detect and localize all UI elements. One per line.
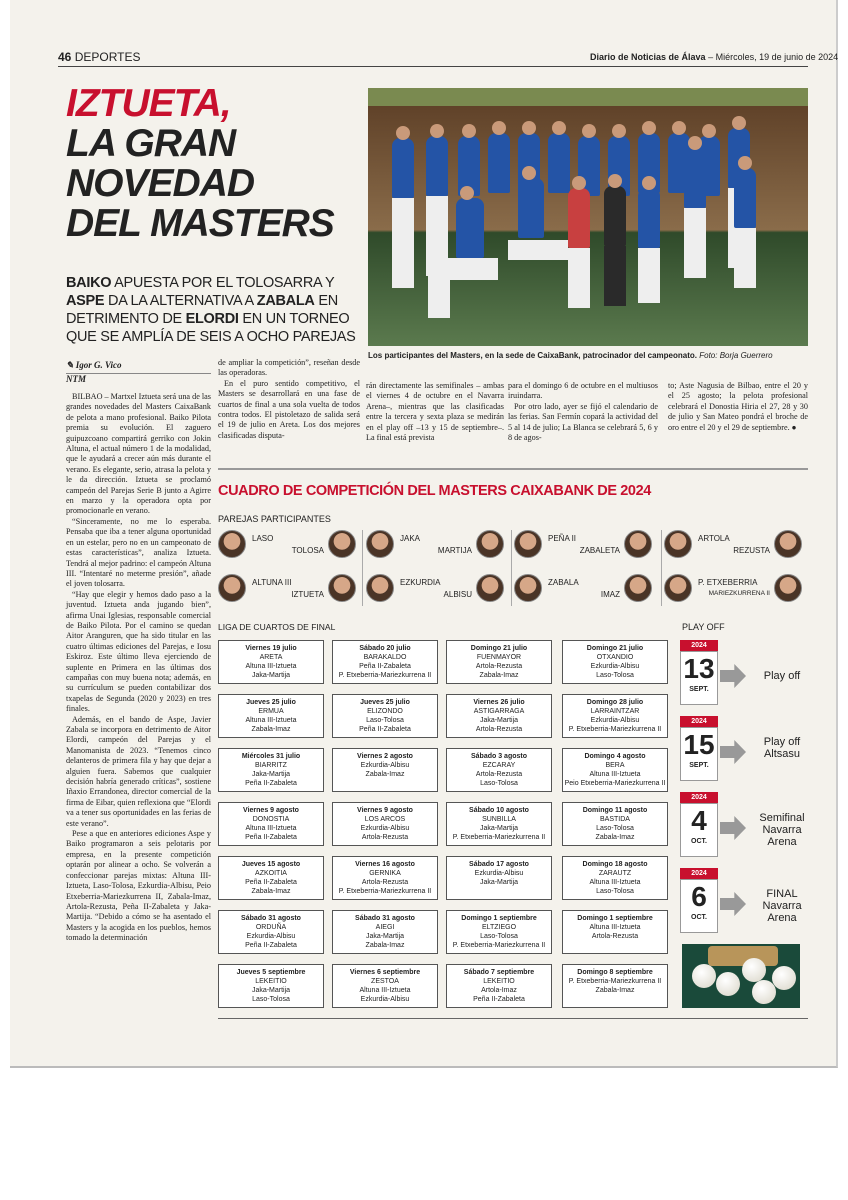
article-column-2 (218, 358, 360, 441)
pair-player-a: JAKA (400, 534, 421, 543)
match-pair: P. Etxeberria-Mariezkurrena II (338, 888, 432, 895)
match-date: Domingo 4 agosto (584, 753, 646, 760)
calendar-icon (680, 651, 718, 705)
match-date: Domingo 11 agosto (582, 807, 648, 814)
match-pair: Zabala-Imaz (251, 726, 291, 733)
player-photo (624, 530, 652, 558)
match-date: Sábado 3 agosto (470, 753, 527, 760)
match-pair: Altuna III-Iztueta (359, 987, 411, 994)
match-card (446, 748, 552, 792)
match-pair: Peio Etxeberria-Mariezkurrena II (564, 780, 666, 787)
pair-player-b: ZABALETA (579, 546, 620, 555)
match-place: ARETA (259, 654, 283, 661)
paragraph: En el puro sentido competitivo, el Masters se desarrollará en una fase de cuartos de final a una sola vuelta de todos contra todos. El pistoletazo de salida será el 19 de julio en Areta. Los dos mejores clasificadas disputa- (218, 378, 360, 440)
pair-player-a: ALTUNA III (252, 578, 292, 587)
match-date: Domingo 1 septiembre (577, 915, 653, 922)
match-pair: P. Etxeberria-Mariezkurrena II (568, 978, 662, 985)
match-pair: Laso-Tolosa (252, 996, 290, 1003)
pair-player-b: REZUSTA (733, 546, 770, 555)
player-photo (366, 574, 394, 602)
match-pair: Peña II-Zabaleta (245, 834, 297, 841)
playoff-label: FINAL Navarra Arena (762, 888, 802, 924)
match-pair: Zabala-Imaz (595, 834, 635, 841)
player-photo (218, 530, 246, 558)
match-pair: Jaka-Martija (479, 717, 519, 724)
match-pair: Zabala-Imaz (479, 672, 519, 679)
match-pair: Ezkurdia-Albisu (246, 933, 296, 940)
bottom-rule (218, 1018, 808, 1019)
match-place: BERA (605, 762, 625, 769)
match-card (562, 856, 668, 900)
match-date: Domingo 18 agosto (582, 861, 648, 868)
match-pair: P. Etxeberria-Mariezkurrena II (338, 672, 432, 679)
pair-player-a: P. ETXEBERRIA (698, 578, 758, 587)
match-place: ZESTOA (371, 978, 399, 985)
paragraph: BILBAO – Martxel Iztueta será una de las grandes novedades del Masters CaixaBank de pelota a mano profesional. Baiko Pilota premia su evolución. El zaguero guipuzcoano compartirá gerriko con Jokin Altuna, el actual número 1 de la modalidad, que le ayudará a crecer aún más durante el verano. Es elegante, serio, atrasa la pelota y le da dirección. Iztueta se proclamó campeón del Parejas Serie B junto a Agirre en marzo y la operadora opta por promocionarle en verano. (66, 392, 211, 516)
player-photo (328, 574, 356, 602)
match-pair: Jaka-Martija (365, 933, 405, 940)
playoff-month: SEPT. (689, 686, 709, 693)
match-pair: Laso-Tolosa (596, 825, 634, 832)
player-photo (476, 530, 504, 558)
player-photo (774, 574, 802, 602)
match-place: LARRAINTZAR (590, 708, 640, 715)
match-pair: Zabala-Imaz (365, 771, 405, 778)
match-card (446, 694, 552, 738)
match-card (562, 748, 668, 792)
arrow-right-icon (720, 664, 746, 688)
pair-player-b: IZTUETA (291, 590, 324, 599)
pairs-title: PAREJAS PARTICIPANTES (218, 514, 331, 524)
match-place: BARAKALDO (363, 654, 407, 661)
match-pair: P. Etxeberria-Mariezkurrena II (452, 942, 546, 949)
article-column-5 (668, 381, 808, 433)
byline-author: ✎ Igor G. Vico (66, 360, 211, 374)
pair-player-a: ARTOLA (698, 534, 730, 543)
match-place: EZCARAY (482, 762, 516, 769)
match-date: Domingo 28 julio (586, 699, 644, 706)
match-pair: Altuna III-Iztueta (589, 771, 641, 778)
match-place: AIEGI (375, 924, 395, 931)
playoff-day: 13 (683, 653, 715, 684)
playoff-date (680, 868, 810, 934)
match-pair: Ezkurdia-Albisu (590, 717, 640, 724)
match-date: Sábado 17 agosto (469, 861, 529, 868)
player-photo (514, 574, 542, 602)
arrow-right-icon (720, 740, 746, 764)
headline-line: LA GRAN (66, 122, 236, 165)
match-pair: Altuna III-Iztueta (589, 879, 641, 886)
match-date: Sábado 10 agosto (469, 807, 529, 814)
section-header: 46 DEPORTES (58, 50, 141, 64)
paragraph: para el domingo 6 de octubre en el multiusos iruindarra. (508, 381, 658, 401)
match-pair: Zabala-Imaz (365, 942, 405, 949)
match-place: ERMUA (258, 708, 284, 715)
paragraph: to; Aste Nagusia de Bilbao, entre el 20 y el 25 agosto; la pelota profesional celebrará el Donostia Hiria el 27, 28 y 30 de julio y San Mateo pondrá el broche de oro entre el 20 y el 29 de septiembre. ● (668, 381, 808, 432)
match-card (218, 640, 324, 684)
match-card (218, 748, 324, 792)
match-pair: Peña II-Zabaleta (359, 663, 411, 670)
match-place: FUENMAYOR (476, 654, 522, 661)
match-card (218, 694, 324, 738)
article-column-4 (508, 381, 658, 443)
match-pair: Jaka-Martija (251, 987, 291, 994)
match-pair: Laso-Tolosa (596, 888, 634, 895)
match-pair: Peña II-Zabaleta (245, 942, 297, 949)
match-pair: Laso-Tolosa (480, 780, 518, 787)
match-date: Viernes 6 septiembre (349, 969, 421, 976)
match-pair: Artola-Imaz (481, 987, 517, 994)
match-card (446, 964, 552, 1008)
playoff-day: 15 (683, 729, 715, 760)
headline-line: DEL MASTERS (66, 202, 334, 245)
pair-divider (362, 530, 363, 606)
playoff-label: Play off (763, 670, 801, 682)
match-pair: Ezkurdia-Albisu (360, 825, 410, 832)
match-card (332, 640, 438, 684)
match-place: BASTIDA (600, 816, 630, 823)
match-place: ZARAUTZ (598, 870, 632, 877)
match-place: ASTIGARRAGA (473, 708, 525, 715)
match-card (332, 694, 438, 738)
match-date: Viernes 9 agosto (357, 807, 413, 814)
pair-player-b: ALBISU (443, 590, 472, 599)
league-title: LIGA DE CUARTOS DE FINAL (218, 622, 336, 632)
section-divider (218, 468, 808, 470)
playoff-month: OCT. (691, 914, 707, 921)
match-place: ORDUÑA (255, 924, 287, 931)
headline (66, 84, 366, 244)
match-pair: Artola-Rezusta (475, 771, 523, 778)
match-pair: Artola-Rezusta (591, 933, 639, 940)
match-pair: Peña II-Zabaleta (245, 780, 297, 787)
match-pair: Jaka-Martija (479, 825, 519, 832)
match-card (446, 910, 552, 954)
pelota-balls-image (682, 944, 800, 1008)
match-card (218, 964, 324, 1008)
arrow-right-icon (720, 816, 746, 840)
competition-title: CUADRO DE COMPETICIÓN DEL MASTERS CAIXABANK DE 2024 (218, 483, 651, 499)
pair-player-a: LASO (252, 534, 274, 543)
match-card (446, 640, 552, 684)
player-photo (774, 530, 802, 558)
match-date: Jueves 25 julio (360, 699, 410, 706)
playoff-year: 2024 (680, 792, 718, 803)
match-place: ELTZIEGO (481, 924, 517, 931)
match-pair: Jaka-Martija (479, 879, 519, 886)
match-pair: Altuna III-Iztueta (245, 825, 297, 832)
pair-player-b: MARIEZKURRENA II (708, 590, 770, 597)
playoff-day: 4 (691, 805, 707, 836)
pair-player-a: PEÑA II (548, 534, 577, 543)
match-pair: Artola-Rezusta (361, 834, 409, 841)
match-pair: Ezkurdia-Albisu (360, 762, 410, 769)
match-date: Jueves 25 julio (246, 699, 296, 706)
match-date: Viernes 19 julio (245, 645, 297, 652)
match-card (332, 910, 438, 954)
photo-caption: Los participantes del Masters, en la sede de CaixaBank, patrocinador del campeonato. Foto: Borja Guerrero (368, 351, 773, 360)
calendar-icon (680, 879, 718, 933)
match-date: Domingo 8 septiembre (577, 969, 653, 976)
match-place: LEKEITIO (483, 978, 515, 985)
byline-org: NTM (66, 374, 86, 384)
pair-player-a: EZKURDIA (400, 578, 441, 587)
match-pair: Altuna III-Iztueta (245, 663, 297, 670)
match-card (332, 856, 438, 900)
match-pair: Artola-Rezusta (475, 663, 523, 670)
paragraph: Por otro lado, ayer se fijó el calendario de las ferias. San Fermín copará la actividad del 5 al 14 de julio; La Blanca se celebrará 5, 6 y 8 de agos- (508, 401, 658, 443)
paper-date: Diario de Noticias de Álava – Miércoles, 19 de junio de 2024 (590, 52, 839, 62)
paragraph: Pese a que en anteriores ediciones Aspe y Baiko programaron a seis pelotaris por empresa, en la presente competición optarán por alinear a ocho. Se volverán a confeccionar parejas mixtas: Altuna III-Iztueta, Laso-Tolosa, Ezkurdia-Albisu, Peio Etxeberria-Mariezkurrena II, Zabala-Imaz, Artola-Rezusta, Peña II-Zabaleta y Jaka-Martija. “Debido a cómo se ha asentado el Masters y la acogida en los pueblos, hemos tomado la determinación (66, 829, 211, 943)
match-pair: Laso-Tolosa (480, 933, 518, 940)
match-card (562, 802, 668, 846)
pair-divider (661, 530, 662, 606)
player-photo (514, 530, 542, 558)
match-date: Sábado 20 julio (359, 645, 411, 652)
match-card (446, 802, 552, 846)
match-date: Viernes 26 julio (473, 699, 525, 706)
match-date: Viernes 2 agosto (357, 753, 413, 760)
match-pair: Peña II-Zabaleta (359, 726, 411, 733)
match-date: Domingo 21 julio (586, 645, 644, 652)
match-place: BIARRITZ (255, 762, 287, 769)
match-pair: Ezkurdia-Albisu (360, 996, 410, 1003)
headline-red: IZTUETA, (66, 82, 231, 125)
match-card (562, 910, 668, 954)
article-column-3 (366, 381, 504, 443)
match-card (218, 802, 324, 846)
playoff-month: OCT. (691, 838, 707, 845)
pair-player-b: MARTIJA (437, 546, 472, 555)
pair-player-b: IMAZ (600, 590, 620, 599)
player-photo (328, 530, 356, 558)
match-pair: Laso-Tolosa (596, 672, 634, 679)
calendar-icon (680, 803, 718, 857)
player-photo (624, 574, 652, 602)
match-place: DONOSTIA (252, 816, 290, 823)
match-date: Viernes 9 agosto (243, 807, 299, 814)
header-rule (58, 66, 808, 67)
match-pair: Jaka-Martija (251, 672, 291, 679)
pair-player-b: TOLOSA (291, 546, 324, 555)
player-photo (218, 574, 246, 602)
match-card (332, 964, 438, 1008)
pair-player-a: ZABALA (548, 578, 579, 587)
playoff-label: Semifinal Navarra Arena (759, 812, 805, 848)
match-card (446, 856, 552, 900)
player-photo (664, 574, 692, 602)
player-photo (476, 574, 504, 602)
paragraph: de ampliar la competición”, reseñan desde las operadoras. (218, 358, 360, 378)
playoff-month: SEPT. (689, 762, 709, 769)
match-pair: Peña II-Zabaleta (473, 996, 525, 1003)
match-pair: Ezkurdia-Albisu (590, 663, 640, 670)
paragraph: “Hay que elegir y hemos dado paso a la juventud. Iztueta anda jugando bien”, afirma Unai Iglesias, responsable comercial de Baiko Pilota. Por el camino se quedan Aitor Aranguren, que ha sido titular en las cuatro últimas ediciones del Parejas, e Iosu Eskiroz. Este último lleva ejerciendo de suplente en Primera en las últimas dos campañas con muy buena nota; además, en su currículum se pueden contabilizar dos txapelas de Segunda (2020 y 2023) en tres finales. (66, 589, 211, 714)
calendar-icon (680, 727, 718, 781)
player-photo (664, 530, 692, 558)
paragraph: Además, en el bando de Aspe, Javier Zabala se incorpora en detrimento de Aitor Elordi, campeón del Parejas y el Manomanista de 2023. “Tenemos cinco delanteros de primera fila y hay que dejar a alguien fuera. Sabemos que cualquier decisión habría generado críticas”, sostiene Iñaxio Errandonea, director comercial de la firma de Eibar, quien reflexiona que “Elordi va a tener sus oportunidades en las ferias de este verano”. (66, 714, 211, 828)
match-place: LOS ARCOS (364, 816, 406, 823)
playoff-title: PLAY OFF (682, 622, 725, 632)
pair-divider (511, 530, 512, 606)
match-place: LEKEITIO (255, 978, 287, 985)
paragraph: “Sinceramente, no me lo esperaba. Pensaba que iba a tener alguna oportunidad en un estelar, pero no en un campeonato de estas características”, analiza Iztueta. Tendrá al mejor padrino: el campeón Altuna III. “Intentaré no meterme presión”, añade el joven tolosarra. (66, 516, 211, 589)
match-pair: Peña II-Zabaleta (245, 879, 297, 886)
playoff-date (680, 792, 810, 858)
match-pair: Laso-Tolosa (366, 717, 404, 724)
match-card (332, 748, 438, 792)
match-date: Sábado 7 septiembre (463, 969, 535, 976)
match-place: ELIZONDO (367, 708, 403, 715)
match-date: Jueves 15 agosto (241, 861, 301, 868)
match-date: Domingo 1 septiembre (461, 915, 537, 922)
match-date: Sábado 31 agosto (241, 915, 301, 922)
arrow-right-icon (720, 892, 746, 916)
match-date: Sábado 31 agosto (355, 915, 415, 922)
match-card (562, 964, 668, 1008)
match-pair: Altuna III-Iztueta (589, 924, 641, 931)
playoff-year: 2024 (680, 640, 718, 651)
team-photo (368, 88, 808, 346)
match-pair: P. Etxeberria-Mariezkurrena II (452, 834, 546, 841)
playoff-day: 6 (691, 881, 707, 912)
match-pair: Altuna III-Iztueta (245, 717, 297, 724)
match-pair: Artola-Rezusta (475, 726, 523, 733)
match-pair: Jaka-Martija (251, 771, 291, 778)
match-date: Jueves 5 septiembre (236, 969, 306, 976)
match-card (218, 910, 324, 954)
playoff-year: 2024 (680, 716, 718, 727)
match-place: OTXANDIO (596, 654, 634, 661)
playoff-date (680, 716, 810, 782)
headline-line: NOVEDAD (66, 162, 255, 205)
match-date: Miércoles 31 julio (241, 753, 301, 760)
match-date: Domingo 21 julio (470, 645, 528, 652)
paragraph: rán directamente las semifinales – ambas el viernes 4 de octubre en el Navarra Arena–, mientras que las clasificadas entre la tercera y sexta plaza se medirán en el play off –13 y 15 de septiembre–. La final está prevista (366, 381, 504, 443)
match-pair: P. Etxeberria-Mariezkurrena II (568, 726, 662, 733)
player-photo (366, 530, 394, 558)
match-place: AZKOITIA (255, 870, 287, 877)
match-date: Viernes 16 agosto (355, 861, 415, 868)
subheadline: BAIKO APUESTA POR EL TOLOSARRA Y ASPE DA LA ALTERNATIVA A ZABALA EN DETRIMENTO DE ELORDI EN UN TORNEO QUE SE AMPLÍA DE SEIS A OCHO PAREJAS (66, 275, 356, 345)
match-card (332, 802, 438, 846)
match-card (218, 856, 324, 900)
playoff-date (680, 640, 810, 706)
match-pair: Artola-Rezusta (361, 879, 409, 886)
match-card (562, 640, 668, 684)
match-card (562, 694, 668, 738)
playoff-label: Play off Altsasu (763, 736, 801, 760)
playoff-year: 2024 (680, 868, 718, 879)
match-place: SUNBILLA (482, 816, 516, 823)
match-pair: Zabala-Imaz (595, 987, 635, 994)
match-pair: Zabala-Imaz (251, 888, 291, 895)
match-pair: Ezkurdia-Albisu (474, 870, 524, 877)
article-column-1 (66, 392, 211, 944)
match-place: GERNIKA (369, 870, 401, 877)
